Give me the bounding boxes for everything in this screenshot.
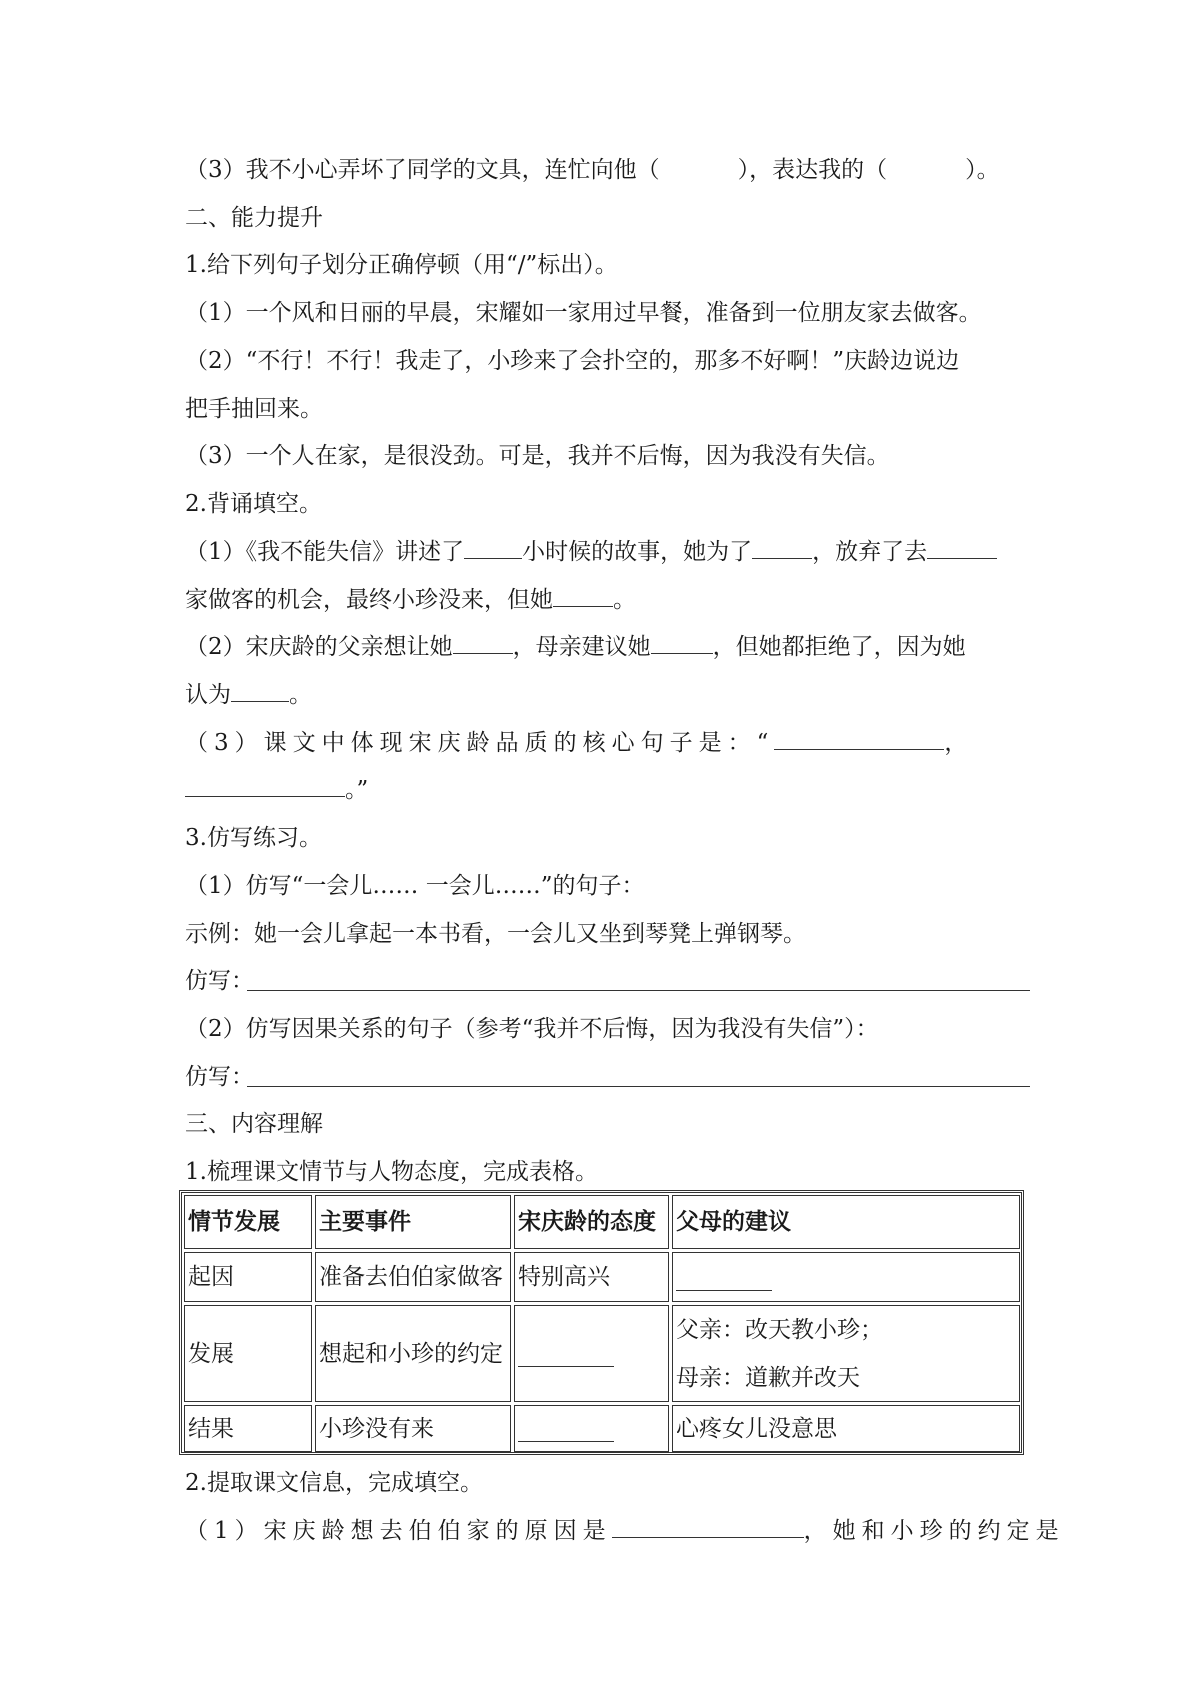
blank[interactable] xyxy=(774,727,944,750)
table-header-cell: 情节发展 xyxy=(184,1195,312,1249)
q-apology-line xyxy=(185,153,1030,187)
q2-2-line-a: （2）宋庆龄的父亲想让她 ，母亲建议她 ，但她都拒绝了，因为她 xyxy=(185,630,1030,664)
q2-3-line-a: （3）课文中体现宋庆龄品质的核心句子是：“ ， xyxy=(185,726,1030,760)
blank[interactable] xyxy=(752,536,812,559)
blank[interactable] xyxy=(676,1264,772,1291)
table-header-cell: 宋庆龄的态度 xyxy=(514,1195,669,1249)
answer-line[interactable] xyxy=(247,990,1030,991)
table-cell-attitude-blank[interactable] xyxy=(514,1405,669,1452)
blank[interactable] xyxy=(518,1415,614,1442)
answer-line[interactable] xyxy=(247,1086,1030,1087)
q4-instruction: 1.梳理课文情节与人物态度，完成表格。 xyxy=(185,1159,598,1185)
table-cell-advice-blank[interactable] xyxy=(672,1252,1020,1302)
section-three-heading: 三、内容理解 xyxy=(185,1111,323,1137)
q1-sentence-2b: 把手抽回来。 xyxy=(185,396,323,422)
table-cell-stage: 结果 xyxy=(184,1405,312,1452)
blank[interactable] xyxy=(612,1515,804,1538)
table-cell-event: 准备去伯伯家做客 xyxy=(315,1252,511,1302)
blank[interactable] xyxy=(553,584,613,607)
q2-3-line-b: 。” xyxy=(185,773,1030,807)
blank[interactable] xyxy=(231,679,289,702)
q3-2-prompt: （2）仿写因果关系的句子（参考“我并不后悔，因为我没有失信”）： xyxy=(185,1016,879,1042)
blank[interactable] xyxy=(651,631,713,654)
q5-instruction: 2.提取课文信息，完成填空。 xyxy=(185,1470,483,1496)
table-cell-stage: 发展 xyxy=(184,1305,312,1402)
table-cell-attitude: 特别高兴 xyxy=(514,1252,669,1302)
table-cell-stage: 起因 xyxy=(184,1252,312,1302)
q3-example: 示例：她一会儿拿起一本书看，一会儿又坐到琴凳上弹钢琴。 xyxy=(185,921,806,947)
table-header-cell: 主要事件 xyxy=(315,1195,511,1249)
q-apology-text-b: ），表达我的（ xyxy=(737,157,888,183)
table-cell-event: 小珍没有来 xyxy=(315,1405,511,1452)
blank[interactable] xyxy=(185,774,345,797)
table-cell-attitude-blank[interactable] xyxy=(514,1305,669,1402)
section-two-heading: 二、能力提升 xyxy=(185,205,323,231)
q-apology-text-c: ）。 xyxy=(965,157,1000,183)
table-cell-event: 想起和小珍的约定 xyxy=(315,1305,511,1402)
q2-2-line-b: 认为 。 xyxy=(185,678,1030,712)
q2-1-line-a: （1）《我不能失信》讲述了 小时候的故事，她为了 ，放弃了去 xyxy=(185,535,1030,569)
mother-advice: 母亲：道歉并改天 xyxy=(676,1364,860,1391)
q1-instruction: 1.给下列句子划分正确停顿（用“/”标出）。 xyxy=(185,252,618,278)
q3-instruction: 3.仿写练习。 xyxy=(185,825,322,851)
table-cell-advice: 心疼女儿没意思 xyxy=(672,1405,1020,1452)
plot-table xyxy=(179,1190,1024,1455)
q3-1-prompt: （1）仿写“一会儿…… 一会儿……”的句子： xyxy=(185,873,645,899)
q1-sentence-2a: （2）“不行！不行！我走了，小珍来了会扑空的，那多不好啊！”庆龄边说边 xyxy=(185,348,960,374)
q5-1-line: （1）宋庆龄想去伯伯家的原因是 ，她和小珍的约定是 xyxy=(185,1514,1030,1548)
q1-sentence-3: （3）一个人在家，是很没劲。可是，我并不后悔，因为我没有失信。 xyxy=(185,443,890,469)
q2-1-line-b: 家做客的机会，最终小珍没来，但她 。 xyxy=(185,583,1030,617)
q2-instruction: 2.背诵填空。 xyxy=(185,491,322,517)
q1-sentence-1: （1）一个风和日丽的早晨，宋耀如一家用过早餐，准备到一位朋友家去做客。 xyxy=(185,300,982,326)
blank[interactable] xyxy=(518,1340,614,1367)
father-advice: 父亲：改天教小珍； xyxy=(676,1316,883,1343)
blank[interactable] xyxy=(453,631,513,654)
q3-write-2: 仿写： xyxy=(185,1060,1030,1094)
table-cell-advice xyxy=(672,1305,1020,1402)
q-apology-text: （3）我不小心弄坏了同学的文具，连忙向他（ xyxy=(185,157,660,183)
blank[interactable] xyxy=(464,536,522,559)
blank[interactable] xyxy=(927,536,997,559)
table-header-cell: 父母的建议 xyxy=(672,1195,1020,1249)
q3-write-1: 仿写： xyxy=(185,964,1030,998)
